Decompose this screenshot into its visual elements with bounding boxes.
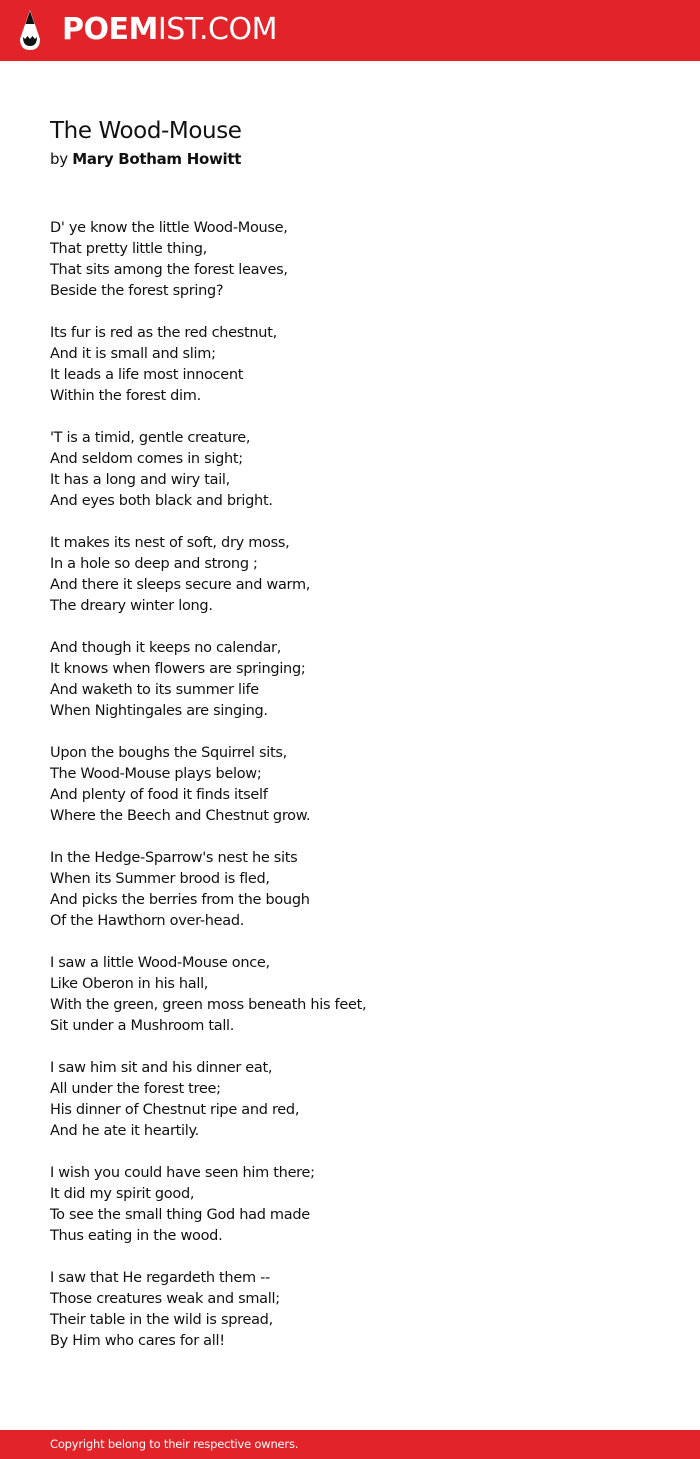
poem-byline: [50, 148, 241, 170]
poem-line: D' ye know the little Wood-Mouse,: [50, 220, 288, 236]
poem-stanza: [50, 953, 650, 1037]
poem-line: By Him who cares for all!: [50, 1333, 225, 1349]
poem-line: And waketh to its summer life: [50, 682, 259, 698]
poem-line: It makes its nest of soft, dry moss,: [50, 535, 290, 551]
site-footer: [0, 1430, 700, 1459]
poem-line: That sits among the forest leaves,: [50, 262, 288, 278]
poem-line: Thus eating in the wood.: [50, 1228, 223, 1244]
poem-line: And he ate it heartily.: [50, 1123, 199, 1139]
poem-line: With the green, green moss beneath his feet,: [50, 997, 367, 1013]
poem-stanza: [50, 218, 650, 302]
poem-stanza: [50, 323, 650, 407]
by-label: by: [50, 150, 68, 168]
poem-stanza: [50, 533, 650, 617]
poem-line: The dreary winter long.: [50, 598, 213, 614]
poem-line: Those creatures weak and small;: [50, 1291, 280, 1307]
poem-line: Like Oberon in his hall,: [50, 976, 209, 992]
poem-title: The Wood-Mouse: [50, 118, 242, 144]
poem-line: And plenty of food it finds itself: [50, 787, 268, 803]
poem-stanza: [50, 848, 650, 932]
poem-author: Mary Botham Howitt: [72, 150, 242, 168]
poem-line: I saw that He regardeth them --: [50, 1270, 270, 1286]
poem-line: To see the small thing God had made: [50, 1207, 310, 1223]
copyright-text: Copyright belong to their respective owners.: [50, 1437, 299, 1451]
logo-light-text: IST.COM: [157, 12, 277, 47]
poem-line: Upon the boughs the Squirrel sits,: [50, 745, 287, 761]
poem-line: In the Hedge-Sparrow's nest he sits: [50, 850, 298, 866]
site-logo[interactable]: [62, 10, 277, 50]
poem-stanza: [50, 743, 650, 827]
site-header: [0, 0, 700, 61]
poem-line: In a hole so deep and strong ;: [50, 556, 258, 572]
poem-line: It knows when flowers are springing;: [50, 661, 306, 677]
poem-line: The Wood-Mouse plays below;: [50, 766, 262, 782]
poem-line: That pretty little thing,: [50, 241, 207, 257]
poem-body: [50, 218, 650, 1373]
poem-line: All under the forest tree;: [50, 1081, 221, 1097]
poem-line: When Nightingales are singing.: [50, 703, 268, 719]
poem-line: And there it sleeps secure and warm,: [50, 577, 311, 593]
poem-line: His dinner of Chestnut ripe and red,: [50, 1102, 300, 1118]
poem-line: It has a long and wiry tail,: [50, 472, 230, 488]
poem-line: Its fur is red as the red chestnut,: [50, 325, 277, 341]
poem-line: Beside the forest spring?: [50, 283, 224, 299]
poem-line: Within the forest dim.: [50, 388, 201, 404]
poem-stanza: [50, 1058, 650, 1142]
poem-line: 'T is a timid, gentle creature,: [50, 430, 251, 446]
pencil-tip-icon: [18, 9, 42, 51]
poem-line: When its Summer brood is fled,: [50, 871, 270, 887]
poem-stanza: [50, 1163, 650, 1247]
poem-line: Their table in the wild is spread,: [50, 1312, 273, 1328]
poem-line: Where the Beech and Chestnut grow.: [50, 808, 311, 824]
poem-stanza: [50, 1268, 650, 1352]
poem-line: It did my spirit good,: [50, 1186, 195, 1202]
poem-line: And though it keeps no calendar,: [50, 640, 282, 656]
poem-stanza: [50, 428, 650, 512]
poem-line: And eyes both black and bright.: [50, 493, 273, 509]
poem-line: I wish you could have seen him there;: [50, 1165, 315, 1181]
poem-line: I saw him sit and his dinner eat,: [50, 1060, 273, 1076]
logo-bold-text: POEM: [62, 12, 158, 47]
poem-stanza: [50, 638, 650, 722]
poem-line: Sit under a Mushroom tall.: [50, 1018, 235, 1034]
poem-line: And it is small and slim;: [50, 346, 216, 362]
poem-line: I saw a little Wood-Mouse once,: [50, 955, 270, 971]
poem-line: It leads a life most innocent: [50, 367, 244, 383]
poem-line: And seldom comes in sight;: [50, 451, 243, 467]
poem-line: Of the Hawthorn over-head.: [50, 913, 245, 929]
poem-line: And picks the berries from the bough: [50, 892, 310, 908]
